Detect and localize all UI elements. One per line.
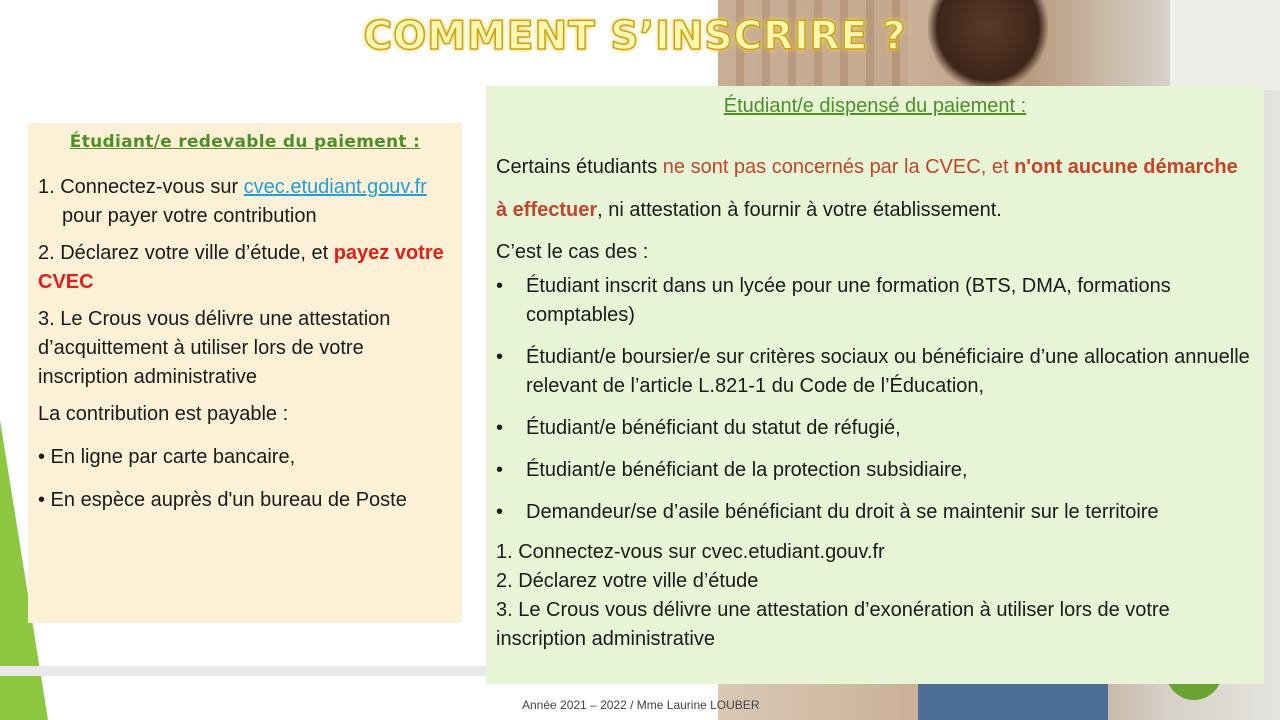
bullet-icon: • xyxy=(496,275,504,297)
bullet-icon: • xyxy=(496,501,504,523)
left-step-3: 3. Le Crous vous délivre une attestation d’acquittement à utiliser lors de votre inscription administrative xyxy=(38,308,391,388)
photo-jeans xyxy=(918,680,1108,720)
list-item: • Étudiant/e bénéficiant de la protection subsidiaire, xyxy=(496,456,1254,485)
payment-option-card: • En ligne par carte bancaire, xyxy=(38,446,296,468)
list-item: • Demandeur/se d’asile bénéficiant du droit à se maintenir sur le territoire xyxy=(496,498,1254,527)
right-step-1: 1. Connectez-vous sur cvec.etudiant.gouv.fr xyxy=(496,541,885,563)
list-item: • Étudiant inscrit dans un lycée pour une formation (BTS, DMA, formations comptables) xyxy=(496,272,1254,330)
right-steps xyxy=(496,538,1254,654)
left-step-2: 2. Déclarez votre ville d’étude, et payez votre CVEC xyxy=(38,242,444,293)
slide-title: COMMENT S’INSCRIRE ? xyxy=(363,14,907,59)
footer-credit: Année 2021 – 2022 / Mme Laurine LOUBER xyxy=(522,698,760,712)
pay-cvec-emphasis: payez votre CVEC xyxy=(38,242,444,293)
cvec-link[interactable]: cvec.etudiant.gouv.fr xyxy=(243,176,427,198)
right-intro: Certains étudiants ne sont pas concernés par la CVEC, et n'ont aucune démarche à effectuer, ni attestation à fournir à votre établissement. xyxy=(496,156,1238,221)
cases-label: C’est le cas des : xyxy=(496,241,649,263)
exemption-list xyxy=(496,272,1254,527)
bullet-icon: • xyxy=(496,417,504,439)
left-panel-heading: Étudiant/e redevable du paiement : xyxy=(69,132,421,152)
right-panel-dispense xyxy=(486,86,1264,684)
payable-label: La contribution est payable : xyxy=(38,403,289,425)
list-item: • Étudiant/e boursier/e sur critères sociaux ou bénéficiaire d’une allocation annuelle relevant de l’article L.821-1 du Code de l’Éducation, xyxy=(496,343,1254,401)
photo-sky xyxy=(1170,0,1280,90)
payment-option-post: • En espèce auprès d'un bureau de Poste xyxy=(38,489,407,511)
right-panel-heading: Étudiant/e dispensé du paiement : xyxy=(723,95,1027,117)
list-item: • Étudiant/e bénéficiant du statut de réfugié, xyxy=(496,414,1254,443)
left-panel-redevable xyxy=(28,123,462,623)
right-step-3: 3. Le Crous vous délivre une attestation d’exonération à utiliser lors de votre inscription administrative xyxy=(496,599,1170,650)
bullet-icon: • xyxy=(496,346,504,368)
bullet-icon: • xyxy=(496,459,504,481)
right-step-2: 2. Déclarez votre ville d’étude xyxy=(496,570,759,592)
left-step-1: 1. Connectez-vous sur cvec.etudiant.gouv.fr pour payer votre contribution xyxy=(38,176,427,227)
